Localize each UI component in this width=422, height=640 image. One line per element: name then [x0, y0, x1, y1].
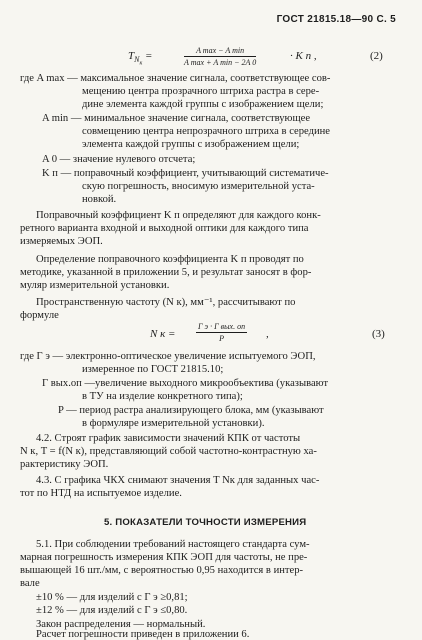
paragraph-line: Пространственную частоту (N к), мм⁻¹, рассчитывают по	[36, 297, 296, 308]
paragraph-line: Определение поправочного коэффициента K п проводят по	[36, 254, 304, 265]
equation-2-lhs: $T_{N_к}$ =	[128, 50, 153, 67]
paragraph-line: методике, указанной в приложении 5, и результат заносят в фор-	[20, 267, 312, 278]
def-line: где A max — максимальное значение сигнала, соответствующее сов-	[20, 73, 331, 84]
clause-4-2: 4.2. Строят график зависимости значений КПК от частоты	[36, 433, 301, 444]
clause-5-1: 5.1. При соблюдении требований настоящего стандарта сум-	[36, 539, 310, 550]
equation-3-tail: ,	[266, 328, 269, 340]
equation-2-rhs: · K п ,	[290, 50, 317, 62]
def-line: A 0 — значение нулевого отсчета;	[42, 154, 196, 165]
def-line: скую погрешность, вносимую измерительной уста-	[82, 181, 315, 192]
clause-5-1: вышающей 16 шт./мм, с вероятностью 0,95 находится в интер-	[20, 565, 304, 576]
equation-3-numerator: Γ э · Γ вых. оп	[198, 322, 246, 331]
def-line: K п — поправочный коэффициент, учитывающий систематиче-	[42, 168, 329, 179]
paragraph-line: формуле	[20, 310, 59, 321]
paragraph-line: муляр измерительной установки.	[20, 280, 170, 291]
paragraph-line: Поправочный коэффициент K п определяют для каждого конк-	[36, 210, 321, 221]
section-heading: 5. ПОКАЗАТЕЛИ ТОЧНОСТИ ИЗМЕРЕНИЯ	[104, 517, 307, 528]
def-line: мещению центра прозрачного штриха растра в сере-	[82, 86, 320, 97]
equation-3-lhs: N к =	[150, 328, 176, 340]
equation-3-denominator: P	[219, 334, 224, 343]
equation-2-denominator: A max + A min − 2A 0	[184, 58, 257, 67]
clause-4-3: 4.3. С графика ЧКХ снимают значения T Nк для заданных час-	[36, 475, 320, 486]
def-line: A min — минимальное значение сигнала, соответствующее	[42, 113, 311, 124]
equation-2-number: (2)	[370, 50, 383, 62]
def-line: в ТУ на изделие конкретного типа);	[82, 391, 243, 402]
def-line: измеренное по ГОСТ 21815.10;	[82, 364, 224, 375]
equation-2-fraction	[184, 46, 256, 67]
clause-4-2: рактеристику ЭОП.	[20, 459, 109, 470]
tolerance-line: ±10 % — для изделий с Γ э ≥0,81;	[36, 592, 188, 603]
def-line: где Γ э — электронно-оптическое увеличение испытуемого ЭОП,	[20, 351, 316, 362]
def-line: дине элемента каждой группы с изображением щели;	[82, 99, 324, 110]
clause-4-2: N к, T = f(N к), представляющий собой частотно-контрастную ха-	[20, 446, 317, 457]
tolerance-line: ±12 % — для изделий с Γ э ≤0,80.	[36, 605, 188, 616]
clause-5-1: марная погрешность измерения КПК ЭОП для частоты, не пре-	[20, 552, 308, 563]
paragraph-line: ретного варианта входной и выходной оптики для каждого типа	[20, 223, 309, 234]
page-header: ГОСТ 21815.18—90 С. 5	[276, 14, 396, 25]
distribution-line: Закон распределения — нормальный.	[36, 619, 206, 630]
def-line: совмещению центра непрозрачного штриха в середине	[82, 126, 331, 137]
def-line: в формуляре измерительной установки).	[82, 418, 265, 429]
clause-5-1: вале	[20, 578, 40, 589]
def-line: новкой.	[82, 194, 117, 205]
equation-3-fraction	[196, 322, 247, 343]
appendix-ref-line: Расчет погрешности приведен в приложении 6.	[36, 629, 250, 640]
equation-3-number: (3)	[372, 328, 385, 340]
def-line: Γ вых.оп —увеличение выходного микрообъектива (указывают	[42, 378, 329, 389]
clause-4-3: тот по НТД на испытуемое изделие.	[20, 488, 182, 499]
def-line: P — период растра анализирующего блока, мм (указывают	[58, 405, 324, 416]
paragraph-line: измеряемых ЭОП.	[20, 236, 103, 247]
def-line: элемента каждой группы с изображением щели;	[82, 139, 300, 150]
equation-2-numerator: A max − A min	[184, 46, 256, 57]
